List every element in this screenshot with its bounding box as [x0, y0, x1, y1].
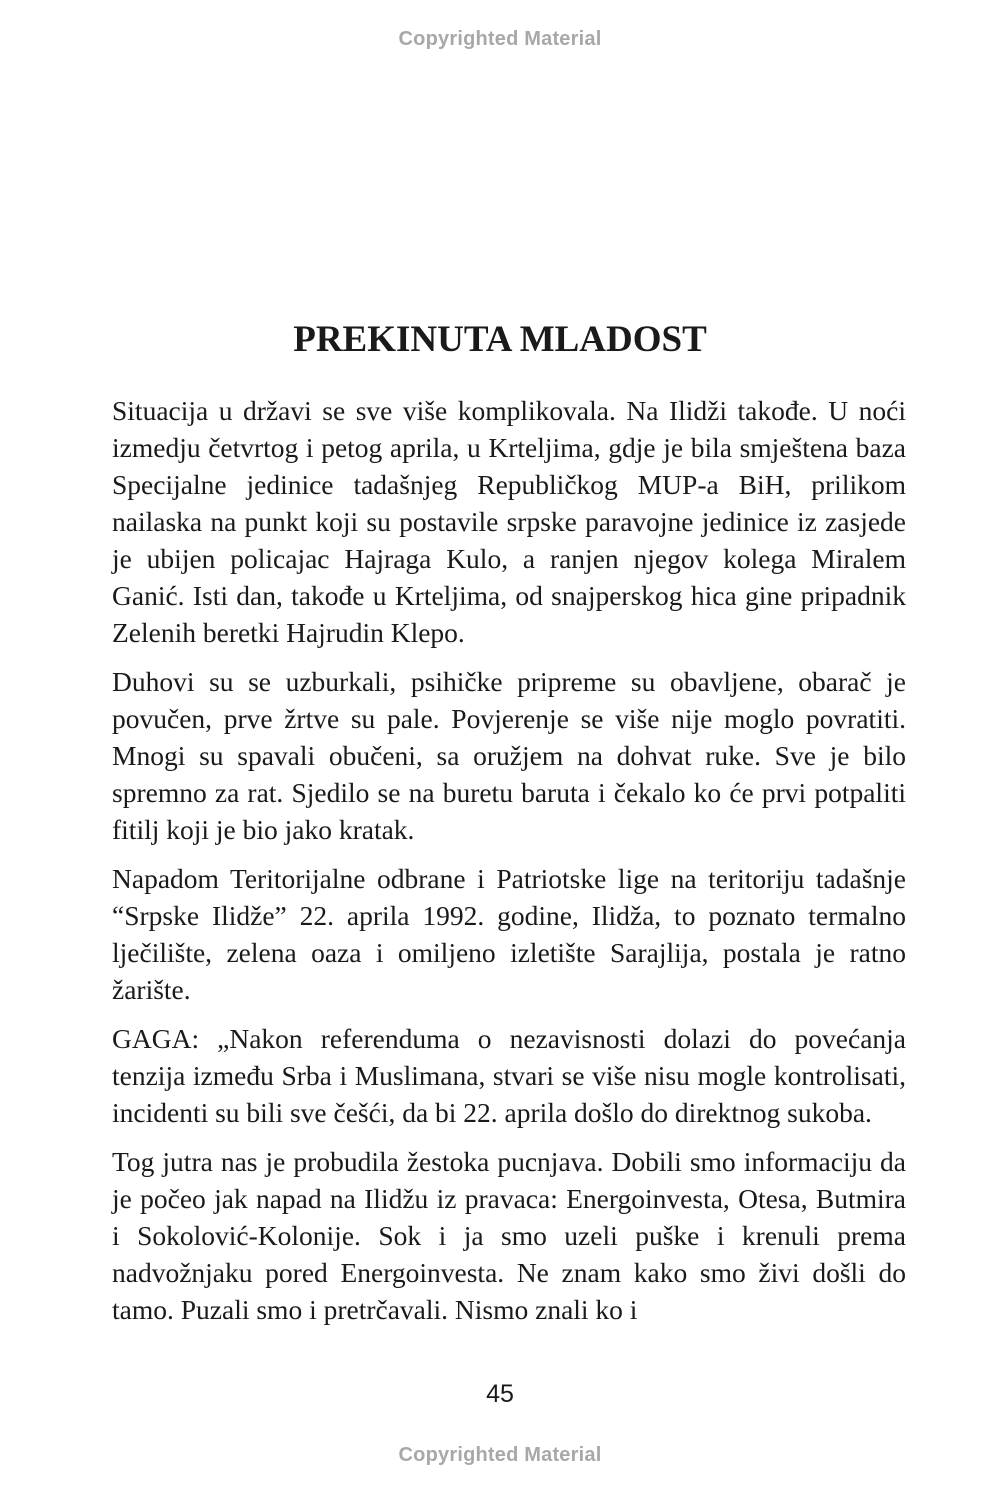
- copyright-watermark-top: Copyrighted Material: [398, 28, 602, 50]
- body-text: [112, 392, 906, 1340]
- chapter-title: PREKINUTA MLADOST: [293, 319, 707, 360]
- paragraph-5: Tog jutra nas je probudila žestoka pucnjava. Dobili smo informaciju da je počeo jak napad na Ilidžu iz pravaca: Energoinvesta, Otesa, Butmira i Sokolović-Kolonije. Sok i ja smo uzeli puške i krenuli prema nadvožnjaku pored Energoinvesta. Ne znam kako smo živi došli do tamo. Puzali smo i pretrčavali. Nismo znali ko i: [112, 1146, 906, 1325]
- copyright-watermark-bottom: Copyrighted Material: [398, 1444, 602, 1466]
- paragraph-1: Situacija u državi se sve više komplikovala. Na Ilidži takođe. U noći izmedju četvrtog i petog aprila, u Krteljima, gdje je bila smještena baza Specijalne jedinice tadašnjeg Republičkog MUP-a BiH, prilikom nailaska na punkt koji su postavile srpske paravojne jedinice iz zasjede je ubijen policajac Hajraga Kulo, a ranjen njegov kolega Miralem Ganić. Isti dan, takođe u Krteljima, od snajperskog hica gine pripadnik Zelenih beretki Hajrudin Klepo.: [112, 395, 906, 648]
- page-number: 45: [486, 1380, 514, 1408]
- paragraph-3: Napadom Teritorijalne odbrane i Patriotske lige na teritoriju tadašnje “Srpske Ilidže” 22. aprila 1992. godine, Ilidža, to poznato termalno lječilište, zelena oaza i omiljeno izletište Sarajlija, postala je ratno žarište.: [112, 863, 906, 1005]
- paragraph-4: GAGA: „Nakon referenduma o nezavisnosti dolazi do povećanja tenzija između Srba i Muslimana, stvari se više nisu mogle kontrolisati, incidenti su bili sve češći, da bi 22. aprila došlo do direktnog sukoba.: [112, 1023, 906, 1128]
- paragraph-2: Duhovi su se uzburkali, psihičke pripreme su obavljene, obarač je povučen, prve žrtve su pale. Povjerenje se više nije moglo povratiti. Mnogi su spavali obučeni, sa oružjem na dohvat ruke. Sve je bilo spremno za rat. Sjedilo se na buretu baruta i čekalo ko će prvi potpaliti fitilj koji je bio jako kratak.: [112, 666, 906, 845]
